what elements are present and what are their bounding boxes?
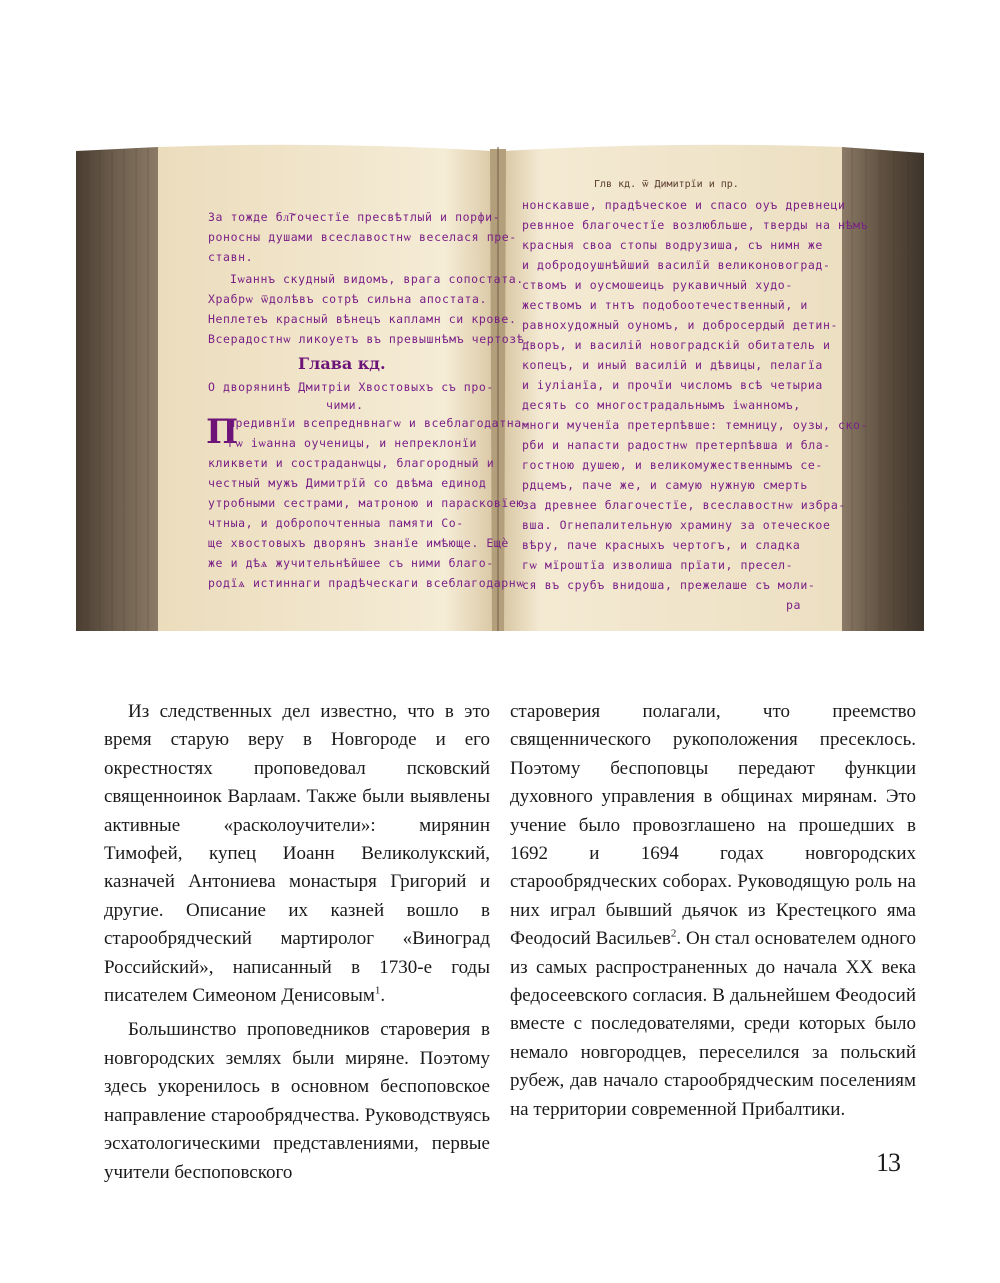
left-page-subheading: чими. [326,398,364,412]
right-page-running-head: Глв кд. ѿ Димитрїи и пр. [594,179,739,190]
right-page-line: вѣру, паче красныхъ чертогъ, и сладка [522,538,801,552]
right-page-line: и добродоушнѣйший василїй великоновоград- [522,258,831,272]
left-page-body: утробными сестрами, матроною и парасковїею [208,496,524,510]
right-page-line: красныя своа стопы водрузиша, съ нимн же [522,238,823,252]
left-page-line: За тожде бл͠гочестїе пресвѣтлый и порфи- [208,210,501,224]
right-text-column [510,698,916,1124]
right-page-line: ревнное благочестїе возлюбльше, тверды на нѣмъ [522,218,869,232]
paragraph-text: . Он стал основателем одного из самых распространенных до начала XX века федосеевского согласия. В дальнейшем Феодосий вместе с последователями, среди которых было немало новгородцев, переселился за польский рубеж, дав начало старообрядческим поселениям на территории современной Прибалтики. [510,928,916,1120]
right-page-line: десять со многострадальнымъ іѡанномъ, [522,398,801,412]
footnote-marker: 2 [670,927,677,940]
left-page-body: ще хвостовыхъ дворянъ знанїе имѣюще. Ещѐ [208,536,509,550]
left-page-body: родїѧ истиннаги прадѣческаги всеблагодарнѡ [208,576,525,590]
paragraph-text: староверия полагали, что преемство священнического рукоположения пресеклось. Поэтому беспоповцы передают функции духовного управления в общинах мирянам. Это учение было провозглашено на прошедших в 1692 и 1694 годах новгородских старообрядческих соборах. Руководящую роль на них играл бывший дьячок из Крестецкого яма Феодосий Васильев [510,701,916,950]
right-page-line: за древнее благочестїе, всеславостнѡ избра- [522,498,846,512]
right-page-line: дворъ, и василій новоградскій обитатель и [522,338,831,352]
left-page-line: Храбрѡ ѿдолѣвъ сотрѣ сильна апостата. [208,292,488,306]
right-page-line: рби и напасти радостнѡ претерпѣвша и бла- [522,438,831,452]
book-photo [76,143,924,643]
right-page-line: и іуліанїа, и прочїи числомъ всѣ четыриа [522,378,823,392]
left-page-line: роносны душами всеславостнѡ веселася пре- [208,230,517,244]
right-page-line: копецъ, и иный василій и дѣвицы, пелагїа [522,358,823,372]
right-page-line: нонскавше, прадѣческое и спасо оуъ древнеци [522,198,846,212]
paragraph: Большинство проповедников староверия в новгородских землях были миряне. Поэтому здесь укоренилось в основном беспоповское направление старообрядчества. Руководствуясь эсхатологическими представлениями, первые учители беспоповского [104,1019,490,1183]
paragraph-text: Из следственных дел известно, что в это время старую веру в Новгороде и его окрестностях проповедовал псковский священноинок Варлаам. Также были выявлены активные «расколоучители»: мирянин Тимофей, купец Иоанн Великолукский, казначей Антониева монастыря Григорий и другие. Описание их казней вошло в старообрядческий мартиролог «Виноград Российский», написанный в 1730-е годы писателем Симеоном Денисовым [104,701,490,1007]
left-page-line: ставн. [208,250,254,264]
open-book-image [76,143,924,643]
left-page-line: Іѡаннъ скудный видомъ, врага сопостата. [230,272,524,286]
right-page-line: многи мученїа претерпѣвше: темницу, оузы, ско- [522,418,869,432]
right-page-line: гѡ мїроштїа изволиша прїати, пресел- [522,558,794,572]
left-page-body: кликвети и состраданѡцы, благородный и [208,456,495,470]
right-page-line: гостною душею, и великомужественнымъ се- [522,458,823,472]
right-page-line: рдцемъ, паче же, и самую нужную смерть [522,478,808,492]
left-page-body: честный мужъ Димитрїй со двѣма единод [208,476,487,490]
right-page-line: жествомъ и тнтъ подобоотечественный, и [522,298,808,312]
right-page-line: ся въ срубъ внидоша, прежелаше съ моли- [522,578,816,592]
paragraph: Из следственных дел известно, что в это время старую веру в Новгороде и его окрестностях проповедовал псковский священноинок Варлаам. Также были выявлены активные «расколоучители»: мирянин Тимофей, купец Иоанн Великолукский, казначей Антониева монастыря Григорий и другие. Описание их казней вошло в старообрядческий мартиролог «Виноград Российский», написанный в 1730-е годы писателем Симеоном Денисовым$^1$. [104,701,490,1007]
right-page-catchword: ра [786,598,802,612]
left-page-body: же и дѣѧ жучительнѣйшее съ ними благо- [208,556,494,570]
page-number: 13 [876,1148,900,1177]
left-page-line: Неплетеъ красный вѣнецъ капламн си крове. [208,312,517,326]
left-page-body: гѡ іѡанна оученицы, и непреклонїи [228,436,477,450]
left-page-heading: Глава кд. [298,354,386,373]
right-page-line: ствомъ и оусмошеиць рукавичный худо- [522,278,793,292]
left-page-body: Предивнїи всепреднвнагѡ и всеблагодатна- [228,416,530,430]
left-page-line: Всерадостнѡ ликоуетъ въ превышнѣмъ чертозѣ. [208,332,532,346]
right-page-line: вша. Огнепалительную храмину за отеческое [522,518,831,532]
left-page-body: чтныа, и добропочтенныа памяти Со- [208,516,464,530]
footnote-marker: 1 [374,984,381,997]
left-page-subheading: О дворянинѣ Дмитріи Хвостовыхъ съ про- [208,380,494,394]
right-page-line: равнохудожный оуномъ, и добросердый детин- [522,318,838,332]
paragraph [510,698,916,1124]
drop-cap: П [206,412,239,452]
left-text-column [104,698,490,1187]
